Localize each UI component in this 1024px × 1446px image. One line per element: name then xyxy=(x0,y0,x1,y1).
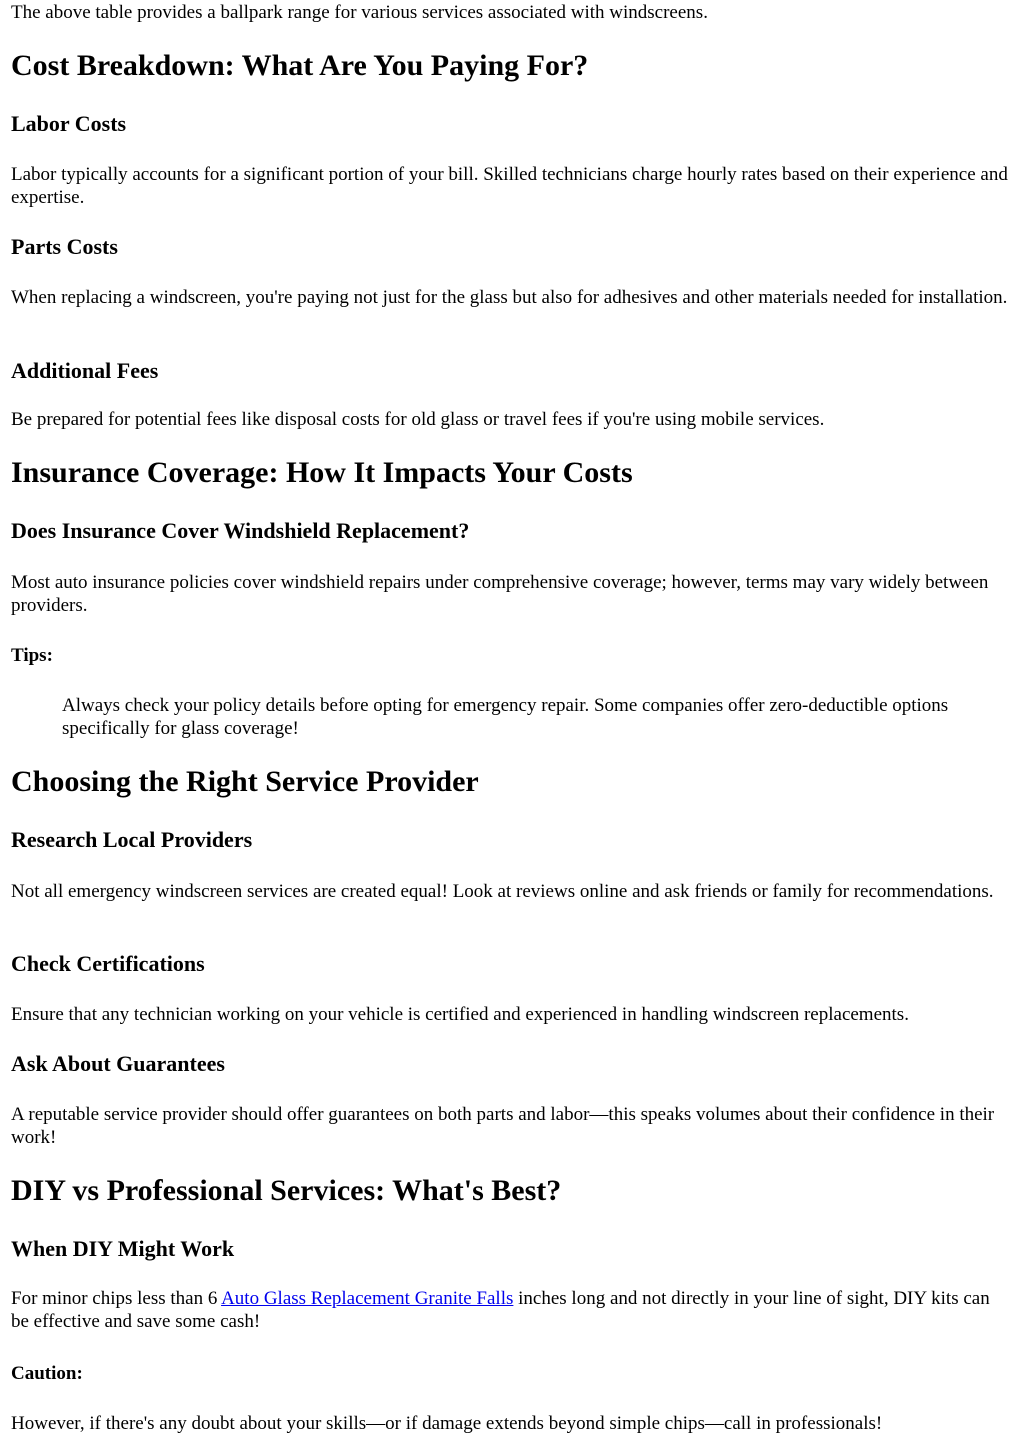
intro-paragraph: The above table provides a ballpark range for various services associated with windscreens. xyxy=(11,2,708,23)
section-heading-service-provider: Choosing the Right Service Provider xyxy=(11,765,479,798)
subheading-research-providers: Research Local Providers xyxy=(11,827,253,852)
guarantees-paragraph: A reputable service provider should offer guarantees on both parts and labor—this speaks volumes about their confidence in their work! xyxy=(11,1104,995,1148)
subheading-guarantees: Ask About Guarantees xyxy=(11,1051,225,1076)
section-heading-diy-vs-professional: DIY vs Professional Services: What's Best? xyxy=(11,1174,562,1207)
subheading-insurance-cover: Does Insurance Cover Windshield Replacement? xyxy=(11,518,470,543)
subheading-when-diy: When DIY Might Work xyxy=(11,1236,235,1261)
section-heading-cost-breakdown: Cost Breakdown: What Are You Paying For? xyxy=(11,49,589,82)
subheading-check-certifications: Check Certifications xyxy=(11,951,205,976)
certifications-paragraph: Ensure that any technician working on your vehicle is certified and experienced in handling windscreen replacements. xyxy=(11,1004,909,1025)
tips-label: Tips: xyxy=(11,645,53,666)
when-diy-text-after: inches long and not directly in your line of sight, DIY kits can be effective and save some cash! xyxy=(11,1288,990,1332)
auto-glass-replacement-link[interactable]: Auto Glass Replacement Granite Falls xyxy=(221,1288,514,1309)
additional-fees-paragraph: Be prepared for potential fees like disposal costs for old glass or travel fees if you're using mobile services. xyxy=(11,409,825,430)
subheading-parts-costs: Parts Costs xyxy=(11,234,118,259)
when-diy-text-before: For minor chips less than 6 xyxy=(11,1288,222,1309)
research-providers-paragraph: Not all emergency windscreen services are created equal! Look at reviews online and ask friends or family for recommendations. xyxy=(11,881,994,902)
when-diy-paragraph xyxy=(11,1287,1011,1333)
insurance-cover-paragraph: Most auto insurance policies cover windshield repairs under comprehensive coverage; however, terms may vary widely between providers. xyxy=(11,572,989,616)
subheading-labor-costs: Labor Costs xyxy=(11,111,127,136)
caution-label: Caution: xyxy=(11,1363,83,1384)
subheading-additional-fees: Additional Fees xyxy=(11,358,159,383)
section-heading-insurance: Insurance Coverage: How It Impacts Your Costs xyxy=(11,456,633,489)
labor-costs-paragraph: Labor typically accounts for a significant portion of your bill. Skilled technicians charge hourly rates based on their experience and expertise. xyxy=(11,164,1008,208)
caution-paragraph: However, if there's any doubt about your skills—or if damage extends beyond simple chips—call in professionals! xyxy=(11,1413,883,1434)
parts-costs-paragraph: When replacing a windscreen, you're paying not just for the glass but also for adhesives and other materials needed for installation. xyxy=(11,287,1008,308)
tips-blockquote: Always check your policy details before opting for emergency repair. Some companies offer zero-deductible options specifically for glass coverage! xyxy=(62,695,949,739)
